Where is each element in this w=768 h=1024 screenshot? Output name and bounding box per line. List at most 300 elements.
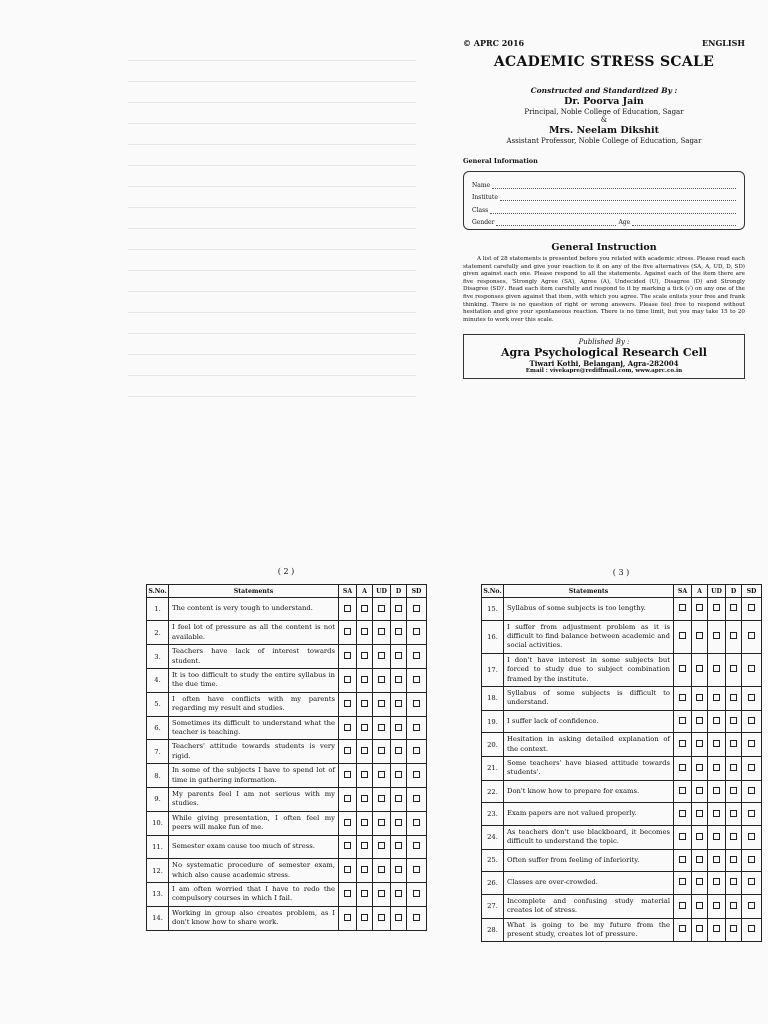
checkbox-ud[interactable] — [713, 902, 720, 909]
checkbox-sd[interactable] — [748, 665, 755, 672]
table-row — [482, 918, 762, 942]
statement-number: 9. — [147, 788, 169, 812]
checkbox-sa[interactable] — [679, 810, 686, 817]
response-cell-a — [692, 780, 708, 803]
checkbox-a[interactable] — [696, 787, 703, 794]
checkbox-sd[interactable] — [748, 856, 755, 863]
checkbox-sa[interactable] — [344, 605, 351, 612]
checkbox-sd[interactable] — [748, 787, 755, 794]
statements-table-page2 — [146, 584, 427, 931]
checkbox-sa[interactable] — [344, 676, 351, 683]
response-cell-sd — [407, 882, 427, 906]
checkbox-a[interactable] — [696, 632, 703, 639]
checkbox-ud[interactable] — [713, 925, 720, 932]
checkbox-a[interactable] — [696, 764, 703, 771]
response-cell-d — [391, 859, 407, 883]
table-row — [482, 653, 762, 686]
checkbox-sa[interactable] — [679, 902, 686, 909]
response-cell-a — [357, 811, 373, 835]
response-cell-sa — [674, 894, 692, 918]
header-sa: SA — [674, 585, 692, 598]
checkbox-sd[interactable] — [748, 604, 755, 611]
checkbox-a[interactable] — [696, 902, 703, 909]
checkbox-sd[interactable] — [748, 717, 755, 724]
statement-text: While giving presentation, I often feel my peers will make fun of me. — [169, 811, 339, 835]
response-cell-ud — [708, 894, 726, 918]
checkbox-d[interactable] — [395, 890, 402, 897]
table-row — [147, 906, 427, 930]
response-cell-a — [692, 710, 708, 733]
checkbox-ud[interactable] — [378, 795, 385, 802]
checkbox-ud[interactable] — [713, 810, 720, 817]
checkbox-a[interactable] — [696, 717, 703, 724]
checkbox-a[interactable] — [696, 694, 703, 701]
checkbox-d[interactable] — [730, 787, 737, 794]
table-row — [147, 835, 427, 858]
checkbox-sd[interactable] — [748, 764, 755, 771]
response-cell-d — [726, 849, 742, 872]
checkbox-d[interactable] — [395, 819, 402, 826]
response-cell-d — [391, 598, 407, 621]
table-row — [482, 710, 762, 733]
response-cell-ud — [373, 621, 391, 645]
checkbox-ud[interactable] — [378, 866, 385, 873]
checkbox-a[interactable] — [696, 878, 703, 885]
response-cell-a — [357, 621, 373, 645]
checkbox-ud[interactable] — [378, 771, 385, 778]
statement-number: 26. — [482, 872, 504, 895]
response-cell-ud — [373, 882, 391, 906]
statement-text: Teachers have lack of interest towards student. — [169, 645, 339, 669]
response-cell-d — [726, 710, 742, 733]
response-cell-d — [391, 645, 407, 669]
checkbox-d[interactable] — [395, 795, 402, 802]
response-cell-sa — [339, 811, 357, 835]
checkbox-ud[interactable] — [713, 740, 720, 747]
checkbox-sd[interactable] — [413, 819, 420, 826]
checkbox-a[interactable] — [696, 925, 703, 932]
response-cell-a — [357, 835, 373, 858]
table-row — [482, 894, 762, 918]
statement-number: 4. — [147, 669, 169, 693]
response-cell-a — [692, 733, 708, 757]
checkbox-d[interactable] — [395, 724, 402, 731]
response-cell-ud — [708, 780, 726, 803]
checkbox-sd[interactable] — [413, 652, 420, 659]
response-cell-a — [692, 686, 708, 710]
response-cell-a — [692, 598, 708, 621]
response-cell-d — [391, 906, 407, 930]
statement-text: Hesitation in asking detailed explanation of the context. — [504, 733, 674, 757]
instruction-text: A list of 28 statements is presented before you related with academic stress. Please read each statement carefully and give your reaction to it on any of the five alternatives (SA, A, UD, D, SD) given against each one. Please respond to all the statements. Against each of the item there are five responses, 'Strongly Agree (SA), Agree (A), Undecided (U), Disagree (D) and Strongly Disagree (SD)'. Read each item carefully and respond to it by marking a tick (√) on any one of the five responses given against that item, with which you agree. The scale enlists your free and frank thinking. There is no question of right or wrong answers. Please feel free to respond without hesitation and give your spontaneous reaction. There is no time limit, but you may take 15 to 20 minutes to work over this scale. — [463, 256, 745, 323]
checkbox-sd[interactable] — [413, 866, 420, 873]
checkbox-sd[interactable] — [413, 605, 420, 612]
response-cell-sd — [742, 872, 762, 895]
statement-text: I often have conflicts with my parents regarding my result and studies. — [169, 692, 339, 716]
response-cell-sa — [674, 918, 692, 942]
table-header-row — [147, 585, 427, 598]
cover-page — [463, 38, 745, 408]
checkbox-d[interactable] — [730, 717, 737, 724]
checkbox-ud[interactable] — [713, 787, 720, 794]
checkbox-ud[interactable] — [713, 632, 720, 639]
checkbox-sd[interactable] — [413, 890, 420, 897]
checkbox-d[interactable] — [730, 740, 737, 747]
statement-text: I suffer from adjustment problem as it is difficult to find balance between academic and social activities. — [504, 620, 674, 653]
response-cell-d — [726, 620, 742, 653]
response-cell-sa — [674, 757, 692, 781]
checkbox-sa[interactable] — [679, 694, 686, 701]
checkbox-sd[interactable] — [748, 833, 755, 840]
statement-number: 8. — [147, 764, 169, 788]
checkbox-sa[interactable] — [679, 632, 686, 639]
response-cell-d — [391, 716, 407, 740]
header-d: D — [391, 585, 407, 598]
checkbox-d[interactable] — [730, 764, 737, 771]
checkbox-sa[interactable] — [344, 866, 351, 873]
checkbox-sa[interactable] — [344, 795, 351, 802]
checkbox-d[interactable] — [730, 856, 737, 863]
header-a: A — [357, 585, 373, 598]
checkbox-sa[interactable] — [679, 665, 686, 672]
response-cell-sa — [339, 859, 357, 883]
checkbox-d[interactable] — [730, 694, 737, 701]
checkbox-sd[interactable] — [413, 914, 420, 921]
response-cell-sa — [674, 620, 692, 653]
gender-age-field[interactable] — [472, 214, 736, 227]
statement-number: 2. — [147, 621, 169, 645]
response-cell-sa — [339, 906, 357, 930]
response-cell-sa — [339, 716, 357, 740]
statement-number: 15. — [482, 598, 504, 621]
response-cell-d — [391, 740, 407, 764]
checkbox-sd[interactable] — [748, 632, 755, 639]
checkbox-d[interactable] — [395, 605, 402, 612]
header-sno: S.No. — [482, 585, 504, 598]
response-cell-sd — [407, 788, 427, 812]
response-cell-d — [726, 686, 742, 710]
response-cell-sd — [407, 621, 427, 645]
response-cell-d — [391, 788, 407, 812]
statement-text: Teachers' attitude towards students is very rigid. — [169, 740, 339, 764]
checkbox-d[interactable] — [730, 878, 737, 885]
statement-text: Exam papers are not valued properly. — [504, 803, 674, 826]
checkbox-ud[interactable] — [378, 628, 385, 635]
checkbox-sd[interactable] — [413, 842, 420, 849]
response-cell-ud — [708, 803, 726, 826]
checkbox-sa[interactable] — [679, 833, 686, 840]
response-cell-sa — [339, 788, 357, 812]
response-cell-ud — [373, 740, 391, 764]
checkbox-a[interactable] — [361, 842, 368, 849]
checkbox-d[interactable] — [395, 866, 402, 873]
checkbox-d[interactable] — [395, 914, 402, 921]
response-cell-sa — [339, 835, 357, 858]
checkbox-d[interactable] — [730, 902, 737, 909]
author2-name: Mrs. Neelam Dikshit — [548, 125, 660, 136]
response-cell-sa — [674, 710, 692, 733]
table-row — [147, 692, 427, 716]
ampersand: & — [600, 116, 608, 124]
checkbox-sd[interactable] — [413, 747, 420, 754]
checkbox-sd[interactable] — [413, 795, 420, 802]
statement-number: 1. — [147, 598, 169, 621]
checkbox-d[interactable] — [730, 665, 737, 672]
response-cell-d — [726, 825, 742, 849]
checkbox-sd[interactable] — [413, 628, 420, 635]
statement-text: Sometimes its difficult to understand what the teacher is teaching. — [169, 716, 339, 740]
response-cell-sd — [407, 740, 427, 764]
response-cell-a — [357, 598, 373, 621]
checkbox-a[interactable] — [361, 747, 368, 754]
checkbox-sa[interactable] — [344, 771, 351, 778]
checkbox-ud[interactable] — [378, 700, 385, 707]
checkbox-sa[interactable] — [679, 878, 686, 885]
checkbox-d[interactable] — [395, 652, 402, 659]
checkbox-a[interactable] — [361, 795, 368, 802]
publisher-address: Tiwari Kothi, Belanganj, Agra-282004 — [529, 359, 679, 369]
table-header-row — [482, 585, 762, 598]
response-cell-a — [357, 669, 373, 693]
checkbox-sa[interactable] — [679, 787, 686, 794]
response-cell-sa — [674, 733, 692, 757]
response-cell-ud — [708, 757, 726, 781]
checkbox-ud[interactable] — [378, 676, 385, 683]
page-number-2: ( 2 ) — [277, 567, 295, 576]
response-cell-sa — [339, 740, 357, 764]
checkbox-sa[interactable] — [679, 604, 686, 611]
checkbox-sd[interactable] — [748, 810, 755, 817]
info-box — [463, 171, 745, 230]
checkbox-ud[interactable] — [713, 694, 720, 701]
checkbox-sa[interactable] — [344, 914, 351, 921]
table-row — [482, 780, 762, 803]
published-by-label: Published By : — [578, 338, 630, 347]
checkbox-a[interactable] — [361, 700, 368, 707]
checkbox-a[interactable] — [696, 833, 703, 840]
response-cell-ud — [373, 906, 391, 930]
checkbox-ud[interactable] — [378, 914, 385, 921]
statement-number: 12. — [147, 859, 169, 883]
response-cell-sa — [674, 825, 692, 849]
class-field[interactable] — [472, 201, 736, 214]
response-cell-sa — [674, 653, 692, 686]
checkbox-sd[interactable] — [748, 878, 755, 885]
statement-number: 19. — [482, 710, 504, 733]
table-row — [482, 849, 762, 872]
checkbox-a[interactable] — [361, 652, 368, 659]
checkbox-ud[interactable] — [378, 652, 385, 659]
checkbox-ud[interactable] — [378, 890, 385, 897]
table-row — [147, 788, 427, 812]
statement-text: No systematic procedure of semester exam, which also cause academic stress. — [169, 859, 339, 883]
table-row — [482, 803, 762, 826]
checkbox-sd[interactable] — [413, 676, 420, 683]
response-cell-d — [391, 621, 407, 645]
checkbox-ud[interactable] — [378, 605, 385, 612]
statement-number: 17. — [482, 653, 504, 686]
statement-text: I feel lot of pressure as all the content is not available. — [169, 621, 339, 645]
checkbox-a[interactable] — [361, 724, 368, 731]
header-ud: UD — [373, 585, 391, 598]
checkbox-d[interactable] — [395, 676, 402, 683]
checkbox-ud[interactable] — [378, 842, 385, 849]
response-cell-a — [357, 906, 373, 930]
statements-table-page3 — [481, 584, 762, 942]
checkbox-a[interactable] — [361, 771, 368, 778]
header-ud: UD — [708, 585, 726, 598]
checkbox-ud[interactable] — [378, 747, 385, 754]
checkbox-a[interactable] — [361, 819, 368, 826]
checkbox-d[interactable] — [730, 925, 737, 932]
response-cell-ud — [708, 733, 726, 757]
checkbox-d[interactable] — [395, 771, 402, 778]
institute-field[interactable] — [472, 189, 736, 202]
checkbox-a[interactable] — [696, 604, 703, 611]
checkbox-sa[interactable] — [679, 856, 686, 863]
response-cell-sd — [742, 894, 762, 918]
checkbox-ud[interactable] — [713, 604, 720, 611]
statement-text: Incomplete and confusing study material creates lot of stress. — [504, 894, 674, 918]
response-cell-sd — [742, 803, 762, 826]
checkbox-sd[interactable] — [748, 740, 755, 747]
response-cell-ud — [708, 620, 726, 653]
response-cell-sd — [407, 692, 427, 716]
response-cell-ud — [708, 598, 726, 621]
checkbox-sa[interactable] — [344, 652, 351, 659]
header-sd: SD — [407, 585, 427, 598]
checkbox-sa[interactable] — [344, 628, 351, 635]
checkbox-a[interactable] — [696, 856, 703, 863]
statement-number: 7. — [147, 740, 169, 764]
header-sno: S.No. — [147, 585, 169, 598]
checkbox-d[interactable] — [730, 810, 737, 817]
checkbox-sa[interactable] — [344, 819, 351, 826]
checkbox-d[interactable] — [730, 833, 737, 840]
statement-number: 23. — [482, 803, 504, 826]
header-sd: SD — [742, 585, 762, 598]
response-cell-a — [692, 849, 708, 872]
checkbox-a[interactable] — [696, 665, 703, 672]
response-cell-a — [357, 716, 373, 740]
table-row — [147, 716, 427, 740]
checkbox-sa[interactable] — [679, 764, 686, 771]
checkbox-sa[interactable] — [344, 747, 351, 754]
checkbox-ud[interactable] — [713, 717, 720, 724]
checkbox-sa[interactable] — [344, 700, 351, 707]
checkbox-ud[interactable] — [378, 819, 385, 826]
statement-number: 6. — [147, 716, 169, 740]
response-cell-a — [357, 859, 373, 883]
header-d: D — [726, 585, 742, 598]
checkbox-d[interactable] — [730, 604, 737, 611]
statement-number: 14. — [147, 906, 169, 930]
response-cell-sd — [407, 764, 427, 788]
instruction-heading: General Instruction — [551, 242, 657, 253]
statement-number: 5. — [147, 692, 169, 716]
header-statements: Statements — [504, 585, 674, 598]
table-row — [147, 882, 427, 906]
response-cell-a — [357, 764, 373, 788]
checkbox-d[interactable] — [395, 700, 402, 707]
response-cell-sa — [674, 872, 692, 895]
response-cell-sd — [407, 906, 427, 930]
checkbox-sa[interactable] — [679, 717, 686, 724]
checkbox-sa[interactable] — [679, 925, 686, 932]
page-number-3: ( 3 ) — [612, 568, 630, 577]
checkbox-sd[interactable] — [413, 700, 420, 707]
response-cell-sd — [407, 645, 427, 669]
checkbox-a[interactable] — [361, 914, 368, 921]
response-cell-sd — [742, 598, 762, 621]
checkbox-a[interactable] — [361, 866, 368, 873]
checkbox-a[interactable] — [361, 676, 368, 683]
statement-number: 18. — [482, 686, 504, 710]
checkbox-ud[interactable] — [378, 724, 385, 731]
name-field[interactable] — [472, 176, 736, 189]
checkbox-sa[interactable] — [679, 740, 686, 747]
statement-number: 25. — [482, 849, 504, 872]
checkbox-sd[interactable] — [748, 694, 755, 701]
table-row — [482, 872, 762, 895]
statement-text: I am often worried that I have to redo the compulsory courses in which I fail. — [169, 882, 339, 906]
checkbox-ud[interactable] — [713, 856, 720, 863]
checkbox-ud[interactable] — [713, 764, 720, 771]
checkbox-sa[interactable] — [344, 724, 351, 731]
checkbox-sd[interactable] — [413, 724, 420, 731]
response-cell-ud — [373, 788, 391, 812]
response-cell-ud — [708, 918, 726, 942]
checkbox-sd[interactable] — [413, 771, 420, 778]
response-cell-a — [357, 692, 373, 716]
checkbox-a[interactable] — [696, 740, 703, 747]
checkbox-a[interactable] — [696, 810, 703, 817]
checkbox-ud[interactable] — [713, 665, 720, 672]
checkbox-sa[interactable] — [344, 890, 351, 897]
checkbox-ud[interactable] — [713, 878, 720, 885]
statement-number: 13. — [147, 882, 169, 906]
publisher-email: Email : vivekapre@rediffmail.com, www.aprc.co.in — [525, 368, 683, 375]
checkbox-ud[interactable] — [713, 833, 720, 840]
author2-affiliation: Assistant Professor, Noble College of Education, Sagar — [506, 137, 702, 145]
response-cell-d — [726, 757, 742, 781]
checkbox-a[interactable] — [361, 628, 368, 635]
statement-number: 16. — [482, 620, 504, 653]
checkbox-d[interactable] — [395, 747, 402, 754]
response-cell-ud — [373, 764, 391, 788]
response-cell-a — [692, 803, 708, 826]
checkbox-sd[interactable] — [748, 925, 755, 932]
response-cell-ud — [373, 598, 391, 621]
response-cell-sd — [742, 710, 762, 733]
checkbox-d[interactable] — [395, 842, 402, 849]
response-cell-a — [692, 653, 708, 686]
response-cell-d — [726, 598, 742, 621]
checkbox-d[interactable] — [730, 632, 737, 639]
response-cell-sd — [742, 918, 762, 942]
statement-number: 28. — [482, 918, 504, 942]
checkbox-a[interactable] — [361, 890, 368, 897]
checkbox-sa[interactable] — [344, 842, 351, 849]
response-cell-ud — [373, 859, 391, 883]
checkbox-d[interactable] — [395, 628, 402, 635]
header-statements: Statements — [169, 585, 339, 598]
checkbox-sd[interactable] — [748, 902, 755, 909]
checkbox-a[interactable] — [361, 605, 368, 612]
statement-text: In some of the subjects I have to spend lot of time in gathering information. — [169, 764, 339, 788]
response-cell-sa — [674, 849, 692, 872]
statement-text: Some teachers' have biased attitude towards students'. — [504, 757, 674, 781]
